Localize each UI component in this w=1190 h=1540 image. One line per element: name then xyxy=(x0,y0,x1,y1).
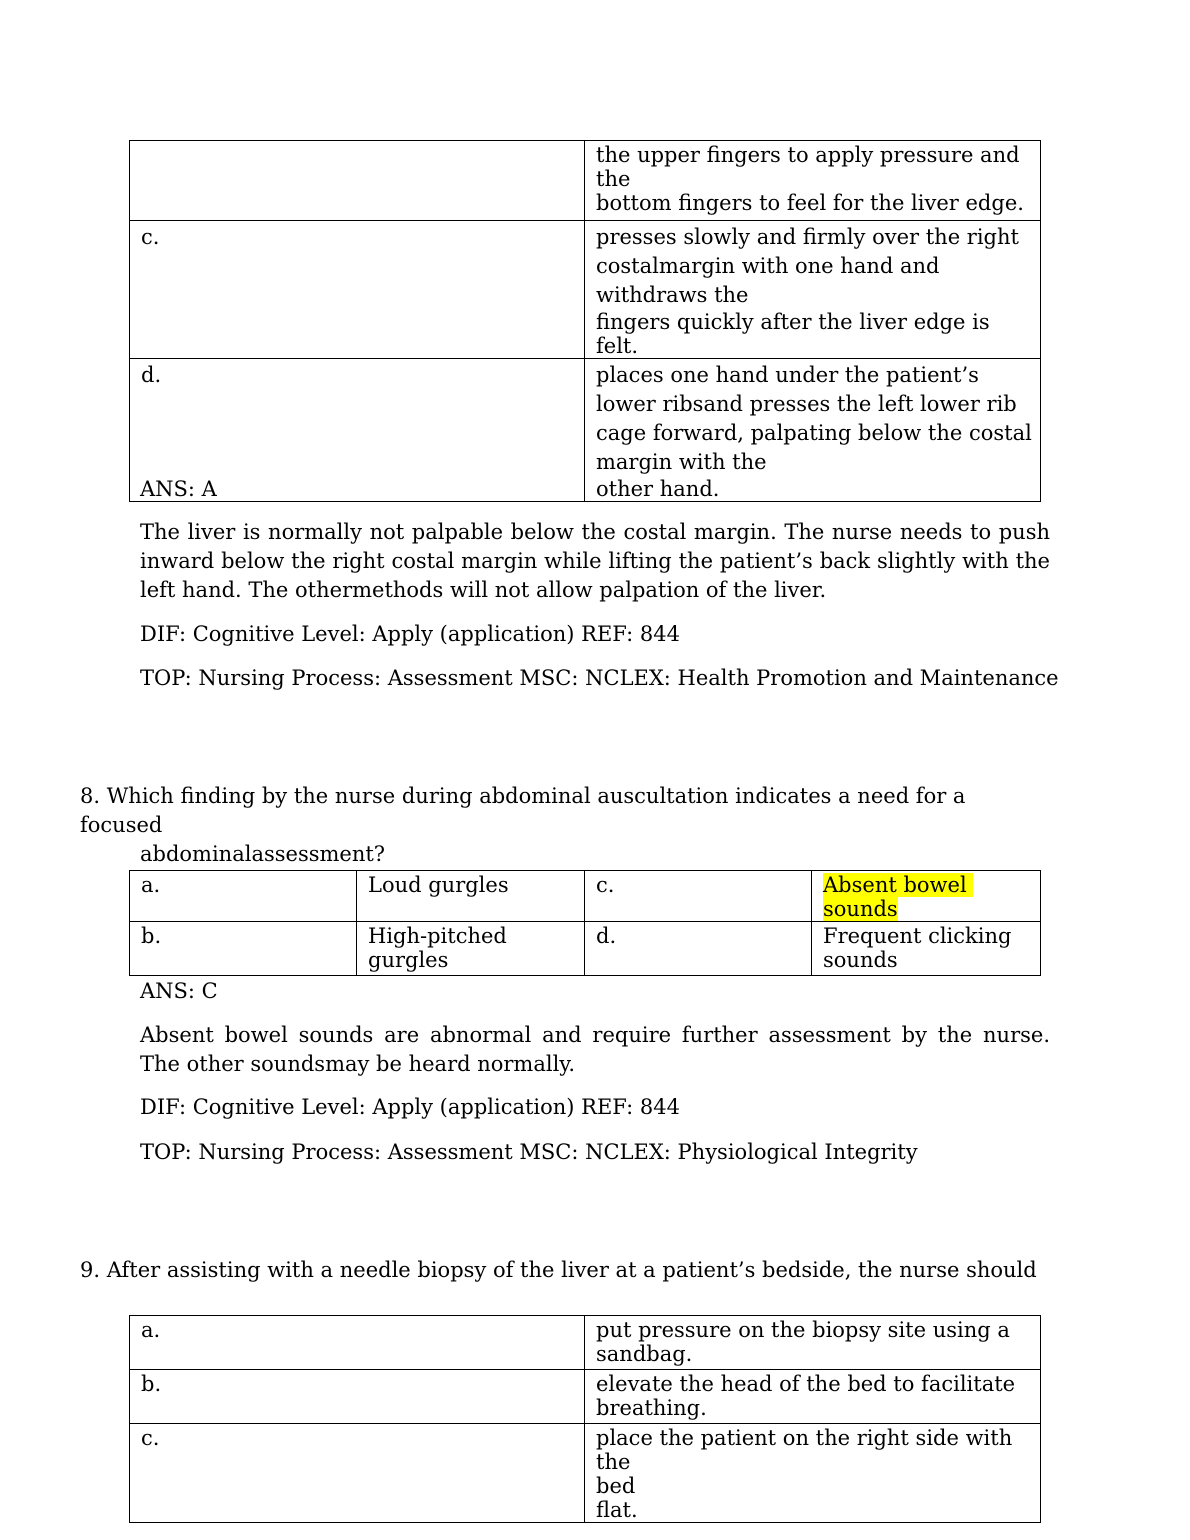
q8-stem: 8. Which finding by the nurse during abdominal auscultation indicates a need for a focused abdominalassessment? xyxy=(80,784,966,866)
option-text: places one hand under the patient’s lower ribsand presses the left lower rib cage forward, palpating below the costal margin with the other hand. xyxy=(585,359,1041,502)
option-text: place the patient on the right side with the bed flat. xyxy=(585,1424,1041,1523)
option-letter: c. xyxy=(585,871,812,922)
q8-rationale: Absent bowel sounds are abnormal and require further assessment by the nurse. The other soundsmay be heard normally. xyxy=(140,1023,1050,1076)
option-letter: b. xyxy=(130,1370,585,1424)
option-letter: d. xyxy=(585,922,812,976)
highlighted-answer: Absent bowel xyxy=(823,873,967,897)
option-text: Loud gurgles xyxy=(357,871,585,922)
table-row xyxy=(130,1424,1041,1523)
option-text: presses slowly and firmly over the right costalmargin with one hand and withdraws the fingers quickly after the liver edge is felt. xyxy=(585,221,1041,359)
q8-answer: ANS: C xyxy=(140,979,218,1003)
q8-dif: DIF: Cognitive Level: Apply (application) REF: 844 xyxy=(140,1095,680,1119)
q7-answer: ANS: A xyxy=(140,477,217,501)
highlighted-answer: sounds xyxy=(823,897,898,921)
table-row xyxy=(130,1316,1041,1370)
q8-options-table xyxy=(129,870,1041,976)
q9-stem: 9. After assisting with a needle biopsy of the liver at a patient’s bedside, the nurse should xyxy=(80,1258,1037,1282)
q7-rationale: The liver is normally not palpable below the costal margin. The nurse needs to push inward below the right costal margin while lifting the patient’s back slightly with the left hand. The othermethods will not allow palpation of the liver. xyxy=(140,520,1050,602)
table-row xyxy=(130,359,1041,502)
q9-options-table xyxy=(129,1315,1041,1523)
option-letter: c. xyxy=(130,221,585,359)
option-text: High-pitched gurgles xyxy=(357,922,585,976)
table-row xyxy=(130,871,1041,922)
q7-options-table xyxy=(129,140,1041,502)
option-text-correct xyxy=(812,871,1041,922)
option-text: elevate the head of the bed to facilitate breathing. xyxy=(585,1370,1041,1424)
q7-dif: DIF: Cognitive Level: Apply (application) REF: 844 xyxy=(140,622,680,646)
option-letter: c. xyxy=(130,1424,585,1523)
option-letter: d. xyxy=(130,359,585,502)
option-text: put pressure on the biopsy site using a sandbag. xyxy=(585,1316,1041,1370)
option-text: Frequent clicking sounds xyxy=(812,922,1041,976)
table-row xyxy=(130,141,1041,221)
table-row xyxy=(130,922,1041,976)
option-text: the upper fingers to apply pressure and the bottom fingers to feel for the liver edge. xyxy=(585,141,1041,221)
option-letter: a. xyxy=(130,1316,585,1370)
q8-topic: TOP: Nursing Process: Assessment MSC: NCLEX: Physiological Integrity xyxy=(140,1140,918,1164)
option-letter: a. xyxy=(130,871,357,922)
option-letter xyxy=(130,141,585,221)
table-row xyxy=(130,1370,1041,1424)
q7-topic: TOP: Nursing Process: Assessment MSC: NCLEX: Health Promotion and Maintenance xyxy=(140,666,1059,690)
table-row xyxy=(130,221,1041,359)
option-letter: b. xyxy=(130,922,357,976)
